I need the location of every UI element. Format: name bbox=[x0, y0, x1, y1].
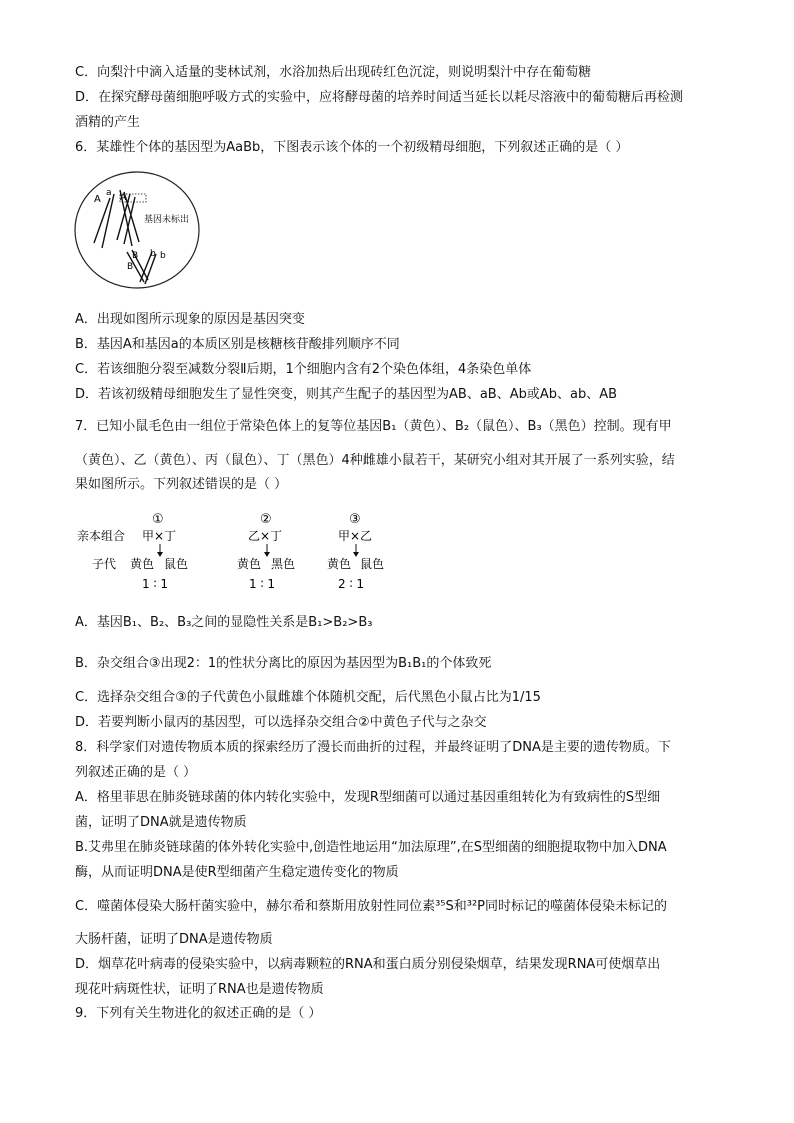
q8-stem: 8．科学家们对遗传物质本质的探索经历了漫长而曲折的过程，并最终证明了DNA是主要的遗传物质。下 bbox=[75, 740, 671, 755]
q8-option-d-cont: 现花叶病斑性状，证明了RNA也是遗传物质 bbox=[75, 982, 324, 997]
q6-option-c: C．若该细胞分裂至减数分裂Ⅱ后期，1个细胞内含有2个染色体组，4条染色单体 bbox=[75, 362, 532, 377]
offspring-ratio: 2 ∶ 1 bbox=[338, 577, 365, 591]
q6-stem: 6．某雄性个体的基因型为AaBb，下图表示该个体的一个初级精母细胞，下列叙述正确的是（ ） bbox=[75, 140, 629, 155]
offspring-ratio: 1 ∶ 1 bbox=[142, 577, 169, 591]
offspring-phenotype: 黑色 bbox=[271, 557, 296, 571]
offspring-phenotype: 鼠色 bbox=[360, 557, 385, 571]
q5-option-d: D．在探究酵母菌细胞呼吸方式的实验中，应将酵母菌的培养时间适当延长以耗尽溶液中的葡萄糖后再检测 bbox=[75, 90, 684, 105]
spermatocyte-figure bbox=[72, 168, 202, 298]
offspring-phenotype: 鼠色 bbox=[164, 557, 189, 571]
q9-stem: 9．下列有关生物进化的叙述正确的是（ ） bbox=[75, 1006, 322, 1021]
cross-parents: 乙×丁 bbox=[248, 529, 283, 543]
offspring-phenotype: 黄色 bbox=[237, 557, 262, 571]
offspring-row-label: 子代 bbox=[92, 557, 117, 571]
q7-stem-cont: 果如图所示。下列叙述错误的是（ ） bbox=[75, 477, 288, 492]
q7-option-a: A．基因B₁、B₂、B₃之间的显隐性关系是B₁>B₂>B₃ bbox=[75, 615, 373, 630]
cross-number: ③ bbox=[349, 512, 361, 527]
q7-option-b: B．杂交组合③出现2：1的性状分离比的原因为基因型为B₁B₁的个体致死 bbox=[75, 656, 492, 671]
gene-label-b: b bbox=[150, 249, 156, 259]
q7-stem: 7．已知小鼠毛色由一组位于常染色体上的复等位基因B₁（黄色）、B₂（鼠色）、B₃（黑色）控制。现有甲 bbox=[75, 419, 672, 434]
arrow-head bbox=[157, 552, 163, 557]
cross-parents: 甲×乙 bbox=[338, 529, 373, 543]
q7-stem-cont: （黄色）、乙（黄色）、丙（鼠色）、丁（黑色）4种雌雄小鼠若干，某研究小组对其开展了一系列实验，结 bbox=[75, 453, 675, 468]
q8-option-a: A．格里菲思在肺炎链球菌的体内转化实验中，发现R型细菌可以通过基因重组转化为有致病性的S型细 bbox=[75, 790, 661, 805]
cross-number: ① bbox=[152, 512, 164, 527]
q6-option-a: A．出现如图所示现象的原因是基因突变 bbox=[75, 312, 305, 327]
gene-label-B: B bbox=[132, 251, 139, 261]
q8-option-a-cont: 菌，证明了DNA就是遗传物质 bbox=[75, 815, 247, 830]
q8-stem-cont: 列叙述正确的是（ ） bbox=[75, 765, 197, 780]
offspring-ratio: 1 ∶ 1 bbox=[249, 577, 276, 591]
cross-parents: 甲×丁 bbox=[142, 529, 177, 543]
q8-option-d: D．烟草花叶病毒的侵染实验中，以病毒颗粒的RNA和蛋白质分别侵染烟草，结果发现RNA可使烟草出 bbox=[75, 957, 661, 972]
gene-label-A: A bbox=[94, 194, 101, 205]
q8-option-b: B.艾弗里在肺炎链球菌的体外转化实验中,创造性地运用“加法原理”,在S型细菌的细胞提取物中加入DNA bbox=[75, 840, 667, 855]
q8-option-c-cont: 大肠杆菌，证明了DNA是遗传物质 bbox=[75, 932, 273, 947]
gene-label-a: a bbox=[106, 188, 112, 198]
gene-label-B: B bbox=[127, 262, 134, 272]
gene-label-A: A bbox=[120, 193, 127, 203]
q5-option-c: C．向梨汁中滴入适量的斐林试剂，水浴加热后出现砖红色沉淀，则说明梨汁中存在葡萄糖 bbox=[75, 65, 592, 80]
offspring-phenotype: 黄色 bbox=[327, 557, 352, 571]
q6-option-b: B．基因A和基因a的本质区别是核糖核苷酸排列顺序不同 bbox=[75, 337, 400, 352]
q5-option-d-cont: 酒精的产生 bbox=[75, 115, 141, 130]
q7-option-c: C．选择杂交组合③的子代黄色小鼠雌雄个体随机交配，后代黑色小鼠占比为1/15 bbox=[75, 690, 541, 705]
gene-note: 基因未标出 bbox=[144, 215, 190, 225]
arrow-head bbox=[264, 552, 270, 557]
q7-option-d: D．若要判断小鼠丙的基因型，可以选择杂交组合②中黄色子代与之杂交 bbox=[75, 715, 487, 730]
q6-option-d: D．若该初级精母细胞发生了显性突变，则其产生配子的基因型为AB、aB、Ab或Ab、ab、AB bbox=[75, 387, 618, 402]
q8-option-c: C．噬菌体侵染大肠杆菌实验中，赫尔希和蔡斯用放射性同位素³⁵S和³²P同时标记的噬菌体侵染未标记的 bbox=[75, 899, 668, 914]
arrow-head bbox=[353, 552, 359, 557]
offspring-phenotype: 黄色 bbox=[130, 557, 155, 571]
parents-row-label: 亲本组合 bbox=[77, 529, 126, 543]
gene-label-b: b bbox=[160, 251, 166, 261]
cross-number: ② bbox=[260, 512, 272, 527]
q8-option-b-cont: 酶，从而证明DNA是使R型细菌产生稳定遗传变化的物质 bbox=[75, 865, 399, 880]
cross-results-figure bbox=[72, 508, 392, 593]
